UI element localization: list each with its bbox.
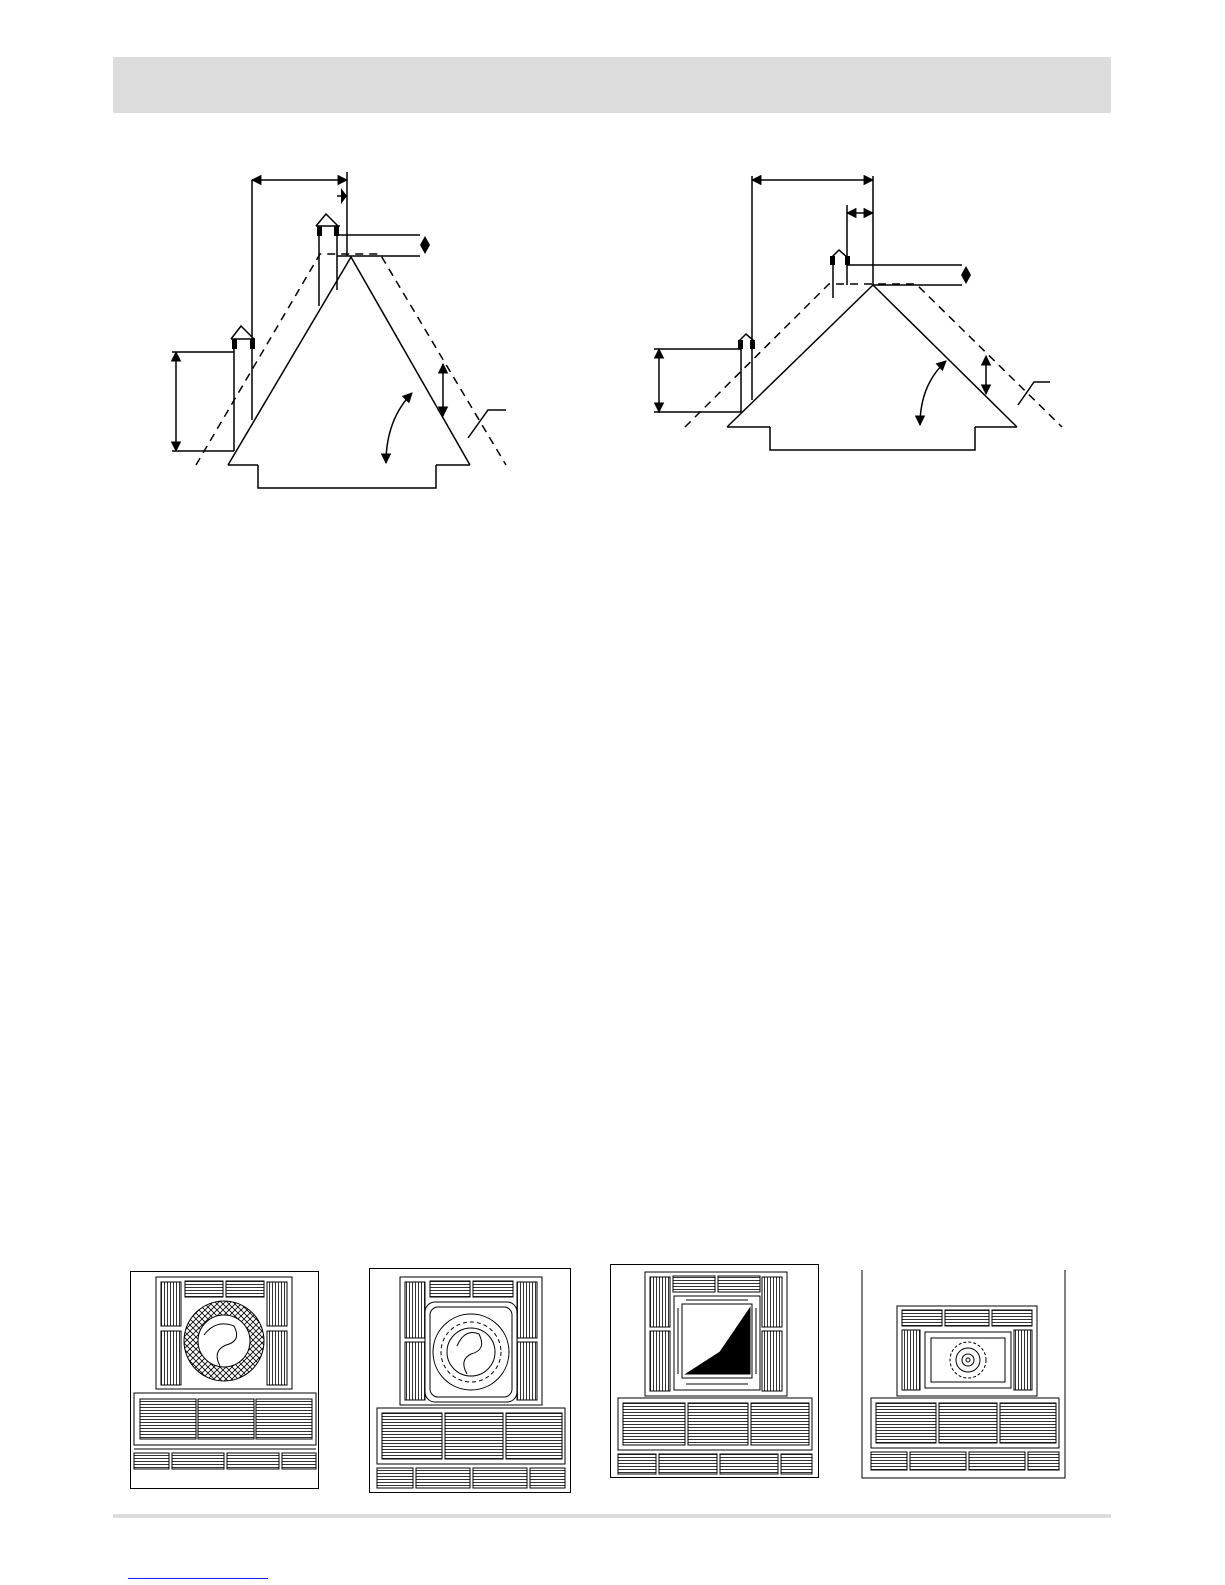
roof-outline <box>727 285 1017 427</box>
house-base <box>258 465 436 488</box>
fireplace-round-ornate-grate <box>369 1268 572 1494</box>
house-base <box>770 427 975 450</box>
clearance-envelope <box>196 254 506 465</box>
steep-roof-diagram <box>160 165 530 500</box>
roof-outline <box>228 257 470 465</box>
fireplace-round-trellis-grate <box>130 1271 320 1489</box>
header-band <box>113 57 1111 113</box>
footer-link[interactable] <box>128 1578 268 1579</box>
shallow-roof-diagram <box>645 165 1075 460</box>
fireplace-square-glass-door <box>610 1264 820 1479</box>
footer-rule <box>113 1514 1111 1518</box>
fireplace-small-insert <box>861 1270 1067 1480</box>
